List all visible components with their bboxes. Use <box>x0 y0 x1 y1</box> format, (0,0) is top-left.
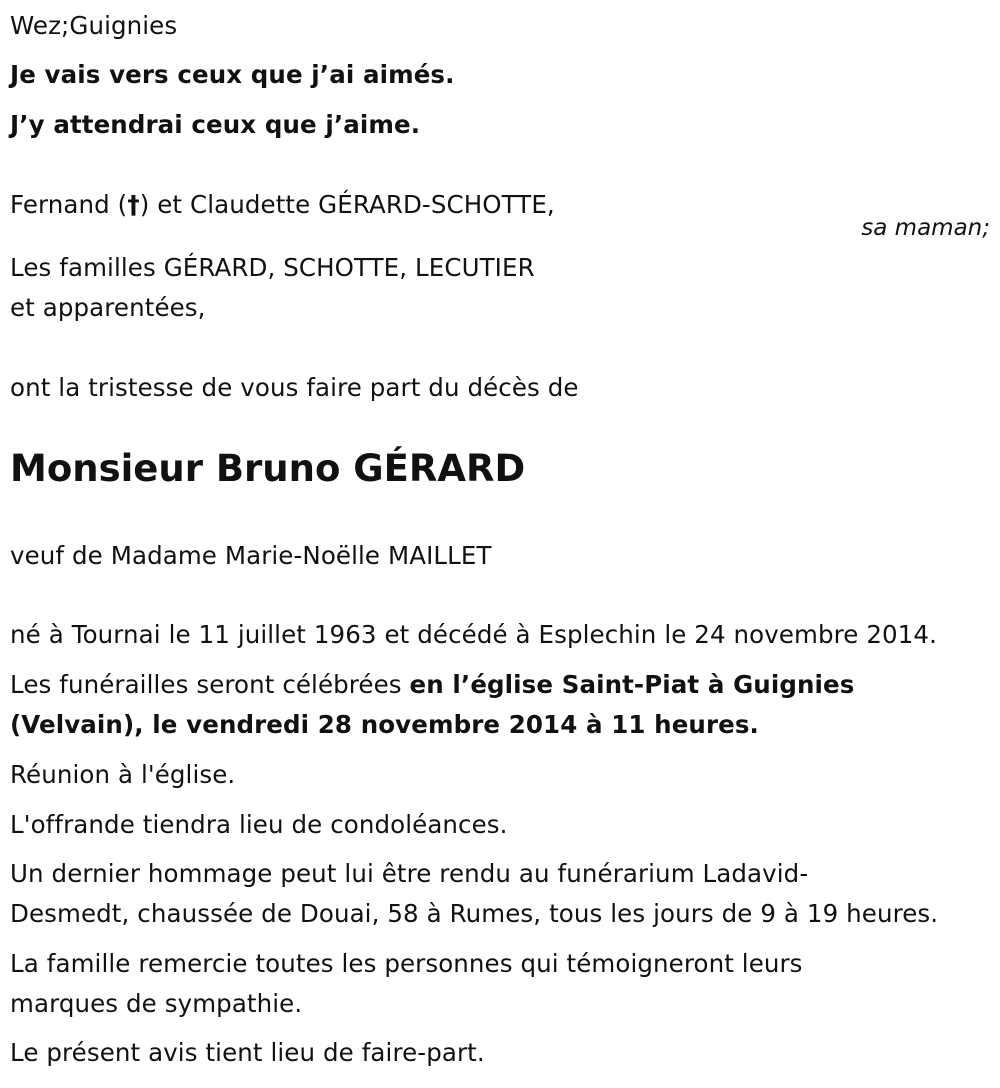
families-line-2: et apparentées, <box>10 293 206 322</box>
thanks-line-1: La famille remercie toutes les personnes qui témoigneront leurs <box>10 949 803 978</box>
funeral-intro: Les funérailles seront célébrées <box>10 670 410 699</box>
funeral-line-1 <box>10 665 854 705</box>
meeting-line: Réunion à l'église. <box>10 760 236 789</box>
widow-of-line: veuf de Madame Marie-Noëlle MAILLET <box>10 541 492 570</box>
tribute-line-1: Un dernier hommage peut lui être rendu au funérarium Ladavid- <box>10 859 809 888</box>
epitaph-line-2: J’y attendrai ceux que j’aime. <box>10 110 421 139</box>
offering-line: L'offrande tiendra lieu de condoléances. <box>10 810 508 839</box>
funeral-details-2: (Velvain), le vendredi 28 novembre 2014 à 11 heures. <box>10 710 759 739</box>
parents-prefix: Fernand ( <box>10 190 128 219</box>
parents-line <box>10 185 555 225</box>
notice-line: Le présent avis tient lieu de faire-part. <box>10 1038 485 1067</box>
cross-icon: † <box>127 190 140 219</box>
parents-suffix: ) et Claudette GÉRARD-SCHOTTE, <box>139 190 555 219</box>
funeral-details-1: en l’église Saint-Piat à Guignies <box>409 670 855 699</box>
tribute-line-2: Desmedt, chaussée de Douai, 58 à Rumes, tous les jours de 9 à 19 heures. <box>10 899 939 928</box>
epitaph-line-1: Je vais vers ceux que j’ai aimés. <box>10 60 455 89</box>
birth-death-line: né à Tournai le 11 juillet 1963 et décédé à Esplechin le 24 novembre 2014. <box>10 620 937 649</box>
relation-note: sa maman; <box>861 215 990 241</box>
deceased-name: Monsieur Bruno GÉRARD <box>10 447 526 490</box>
thanks-line-2: marques de sympathie. <box>10 989 303 1018</box>
location-header: Wez;Guignies <box>10 11 178 40</box>
families-line-1: Les familles GÉRARD, SCHOTTE, LECUTIER <box>10 253 535 282</box>
announcement-intro: ont la tristesse de vous faire part du décès de <box>10 373 579 402</box>
